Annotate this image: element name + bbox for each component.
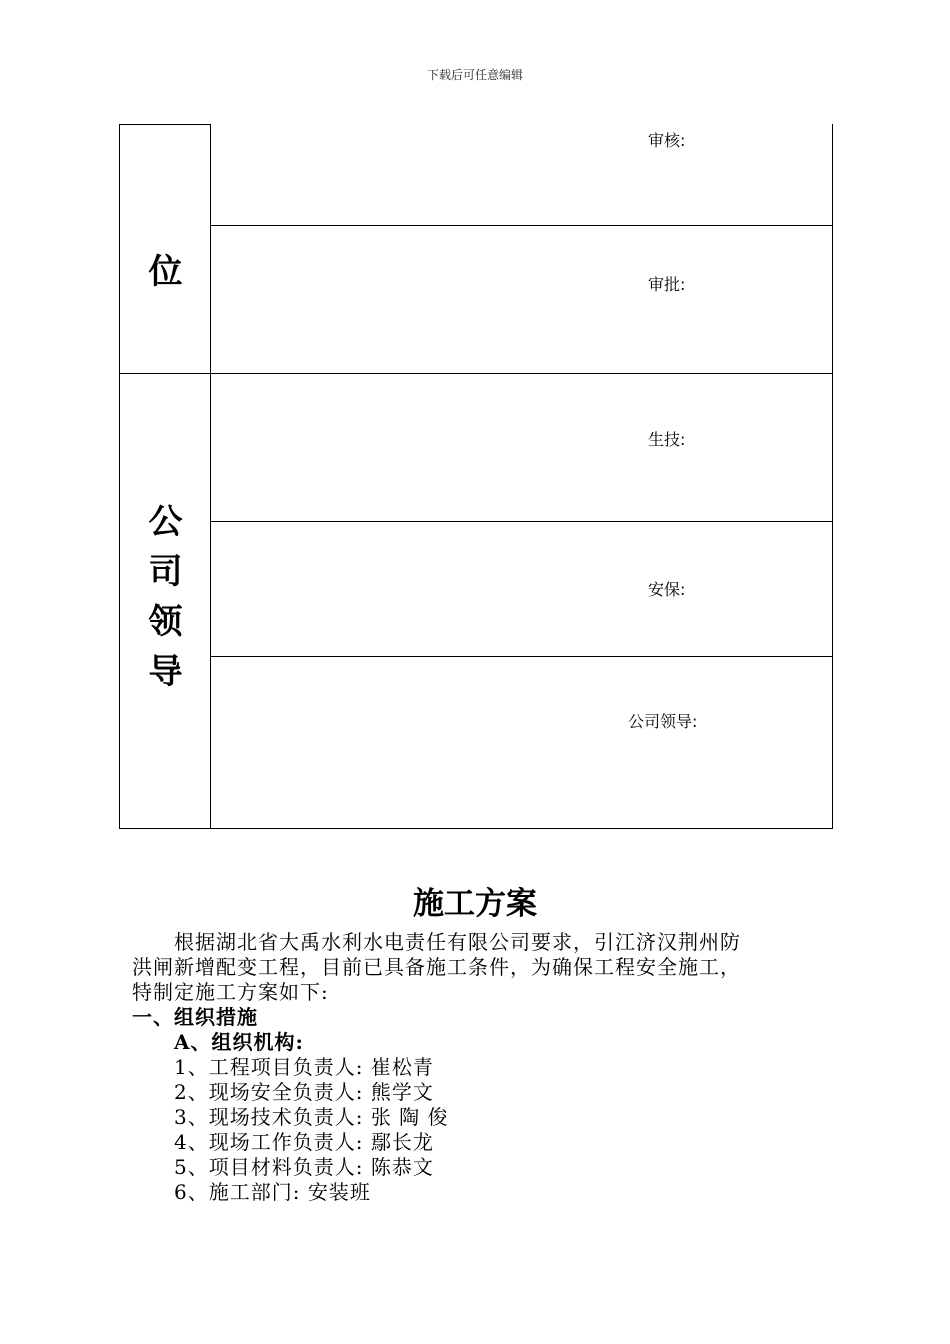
- group-label-unit-text: 位: [148, 252, 183, 292]
- table-left-border: [119, 124, 120, 829]
- group-label-char: 领: [148, 602, 183, 642]
- table-column-divider: [210, 124, 211, 829]
- intro-line: 根据湖北省大禹水利水电责任有限公司要求，引江济汉荆州防: [174, 930, 741, 954]
- row-divider: [210, 521, 833, 522]
- group-divider: [119, 373, 833, 374]
- group-label-company-leader: [120, 497, 211, 697]
- organization-list: [174, 1055, 449, 1205]
- intro-paragraph: [132, 930, 832, 1005]
- list-item: 2、现场安全负责人: 熊学文: [174, 1080, 434, 1104]
- list-item: 4、现场工作负责人: 鄢长龙: [174, 1130, 434, 1154]
- row-divider: [210, 225, 833, 226]
- row-divider: [210, 656, 833, 657]
- list-item: 1、工程项目负责人: 崔松青: [174, 1055, 434, 1079]
- list-item: 5、项目材料负责人: 陈恭文: [174, 1155, 434, 1179]
- row-label-review: 审核:: [648, 131, 686, 150]
- row-label-approve: 审批:: [648, 275, 686, 294]
- group-label-unit: [120, 247, 211, 297]
- table-right-border: [832, 124, 833, 829]
- group-label-char: 公: [148, 502, 183, 542]
- group-label-char: 导: [148, 652, 183, 692]
- page-header-note: 下载后可任意编辑: [426, 68, 523, 82]
- list-item: 3、现场技术负责人: 张 陶 俊: [174, 1105, 449, 1129]
- row-label-safety: 安保:: [648, 580, 686, 599]
- row-label-company-leader: 公司领导:: [628, 712, 698, 731]
- intro-line: 特制定施工方案如下:: [132, 980, 329, 1004]
- list-item: 6、施工部门: 安装班: [174, 1180, 371, 1204]
- section-heading: 一、组织措施: [132, 1005, 258, 1029]
- subsection-heading: A、组织机构:: [174, 1030, 304, 1054]
- table-top-border: [119, 124, 211, 125]
- row-label-production-tech: 生技:: [648, 430, 686, 449]
- group-label-char: 司: [148, 552, 183, 592]
- intro-line: 洪闸新增配变工程，目前已具备施工条件，为确保工程安全施工，: [132, 955, 741, 979]
- document-title: 施工方案: [413, 886, 537, 922]
- table-bottom-border: [119, 828, 833, 829]
